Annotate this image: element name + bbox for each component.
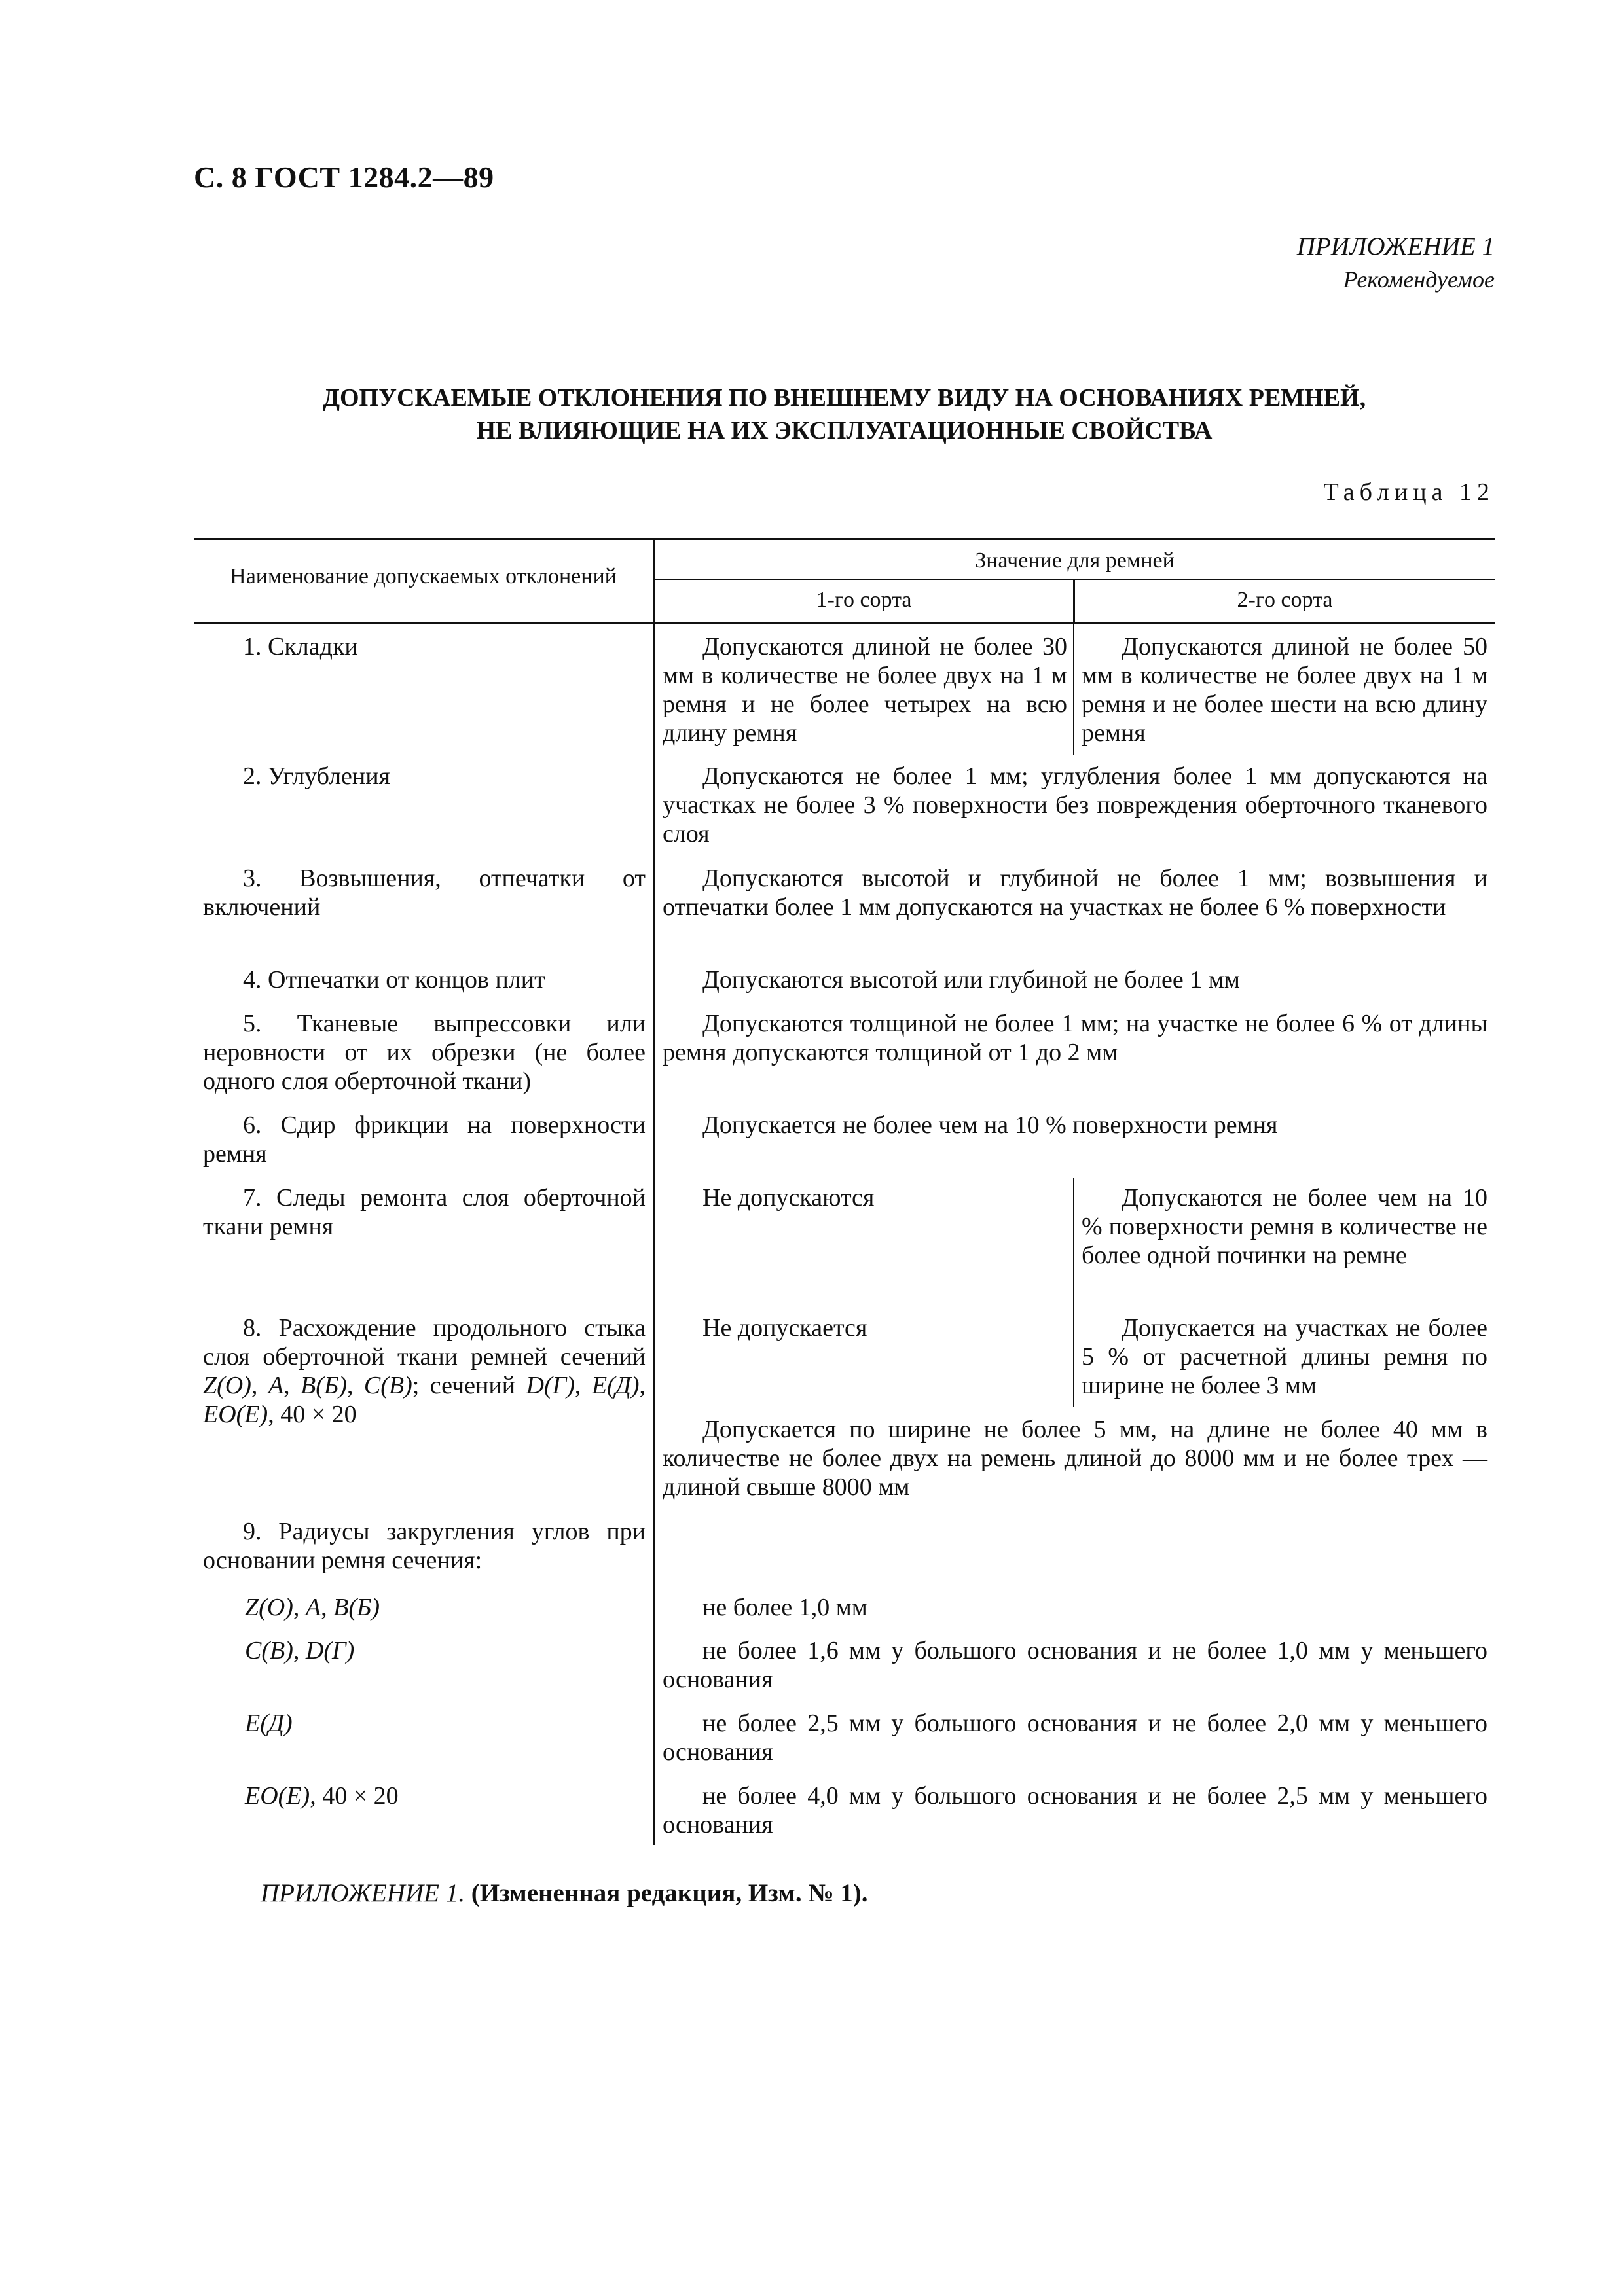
- row8-value2: Допускается по ширине не более 5 мм, на длине не более 40 мм в количестве не более двух на ремень длиной до 8000 мм и не более трех — длиной свыше 8000 мм: [663, 1416, 1487, 1501]
- row9-sub3-sections: [245, 1709, 646, 1738]
- header-bottom-rule: [194, 622, 1495, 624]
- column-divider-main: [653, 538, 655, 1845]
- row1-grade1: Допускаются длиной не более 30 мм в количестве не более двух на 1 м ремня и не более четырех на всю длину ремня: [663, 633, 1067, 747]
- row9-sub2-dg: D(Г): [305, 1637, 355, 1664]
- row3-value: Допускаются высотой и глубиной не более 1 мм; возвышения и отпечатки более 1 мм допускаются на участках не более 6 % поверхности: [663, 865, 1487, 921]
- row1-grade2: Допускаются длиной не более 50 мм в количестве не более двух на 1 м ремня и не более шести на всю длину ремня: [1082, 633, 1487, 747]
- row8-grade1: Не допускается: [702, 1314, 867, 1342]
- row4-value: Допускаются высотой или глубиной не более 1 мм: [702, 966, 1240, 994]
- row8-section-a: A: [268, 1372, 284, 1399]
- row9-sub1-value: не более 1,0 мм: [702, 1594, 867, 1621]
- row9-sub1-bb: B(Б): [333, 1594, 380, 1621]
- row9-sub3-value: не более 2,5 мм у большого основания и не более 2,0 мм у меньшего основания: [663, 1710, 1487, 1766]
- amendment-note: [261, 1878, 868, 1908]
- appendix-label: [1297, 230, 1495, 296]
- row5-name: 5. Тканевые выпрессовки или неровности от их обрезки (не более одного слоя оберточной ткани): [203, 1010, 646, 1095]
- row9-name: 9. Радиусы закругления углов при основании ремня сечения:: [203, 1518, 646, 1574]
- row6-value: Допускается не более чем на 10 % поверхности ремня: [702, 1111, 1278, 1139]
- row7-grade2: Допускаются не более чем на 10 % поверхности ремня в количестве не более одной починки на ремне: [1082, 1184, 1487, 1269]
- row8-section-eoe: EO(E): [203, 1401, 268, 1428]
- row8-section-cb: C(B): [363, 1372, 412, 1399]
- document-title: [194, 382, 1495, 447]
- row8-section-bb: B(Б): [301, 1372, 347, 1399]
- row9-sub2-value: не более 1,6 мм у большого основания и не более 1,0 мм у меньшего основания: [663, 1637, 1487, 1693]
- row3-name: 3. Возвышения, отпечатки от включений: [203, 865, 646, 921]
- row9-sub4-eoe: EO(E): [245, 1782, 310, 1810]
- row8-section-40x20: 40 × 20: [280, 1401, 357, 1428]
- appendix-number: ПРИЛОЖЕНИЕ 1: [1296, 232, 1495, 260]
- header-name: Наименование допускаемых отклонений: [230, 564, 617, 588]
- header-grade2: 2-го сорта: [1237, 588, 1333, 612]
- table-top-rule: [194, 538, 1495, 540]
- appendix-status: Рекомендуемое: [1343, 266, 1495, 293]
- row2-name: 2. Углубления: [243, 762, 391, 790]
- row8-name-mid: сечений: [429, 1372, 516, 1399]
- header-grade1: 1-го сорта: [816, 588, 912, 612]
- title-line-1: ДОПУСКАЕМЫЕ ОТКЛОНЕНИЯ ПО ВНЕШНЕМУ ВИДУ НА ОСНОВАНИЯХ РЕМНЕЙ,: [322, 384, 1366, 412]
- page-header: С. 8 ГОСТ 1284.2—89: [194, 160, 494, 194]
- table-caption: Таблица 12: [1323, 478, 1495, 506]
- row9-sub1-zo: Z(O): [245, 1594, 293, 1621]
- column-divider-row1: [1073, 624, 1074, 755]
- row7-grade1: Не допускаются: [702, 1184, 875, 1211]
- title-line-2: НЕ ВЛИЯЮЩИЕ НА ИХ ЭКСПЛУАТАЦИОННЫЕ СВОЙСТВА: [476, 417, 1213, 444]
- row6-name: 6. Сдир фрикции на поверхности ремня: [203, 1111, 646, 1168]
- amendment-label: ПРИЛОЖЕНИЕ 1.: [261, 1879, 465, 1907]
- row9-sub1-a: A: [305, 1594, 321, 1621]
- row8-name-intro: 8. Расхождение продольного стыка слоя оберточной ткани ремней сечений: [203, 1314, 646, 1371]
- column-divider-row8: [1073, 1309, 1074, 1407]
- row9-sub1-sections: Z(O), A, B(Б): [245, 1594, 380, 1621]
- row8-section-dg: D(Г): [526, 1372, 575, 1399]
- row8-section-ed: E(Д): [591, 1372, 640, 1399]
- column-divider-row7: [1073, 1178, 1074, 1309]
- row5-value: Допускаются толщиной не более 1 мм; на участке не более 6 % от длины ремня допускаются толщиной от 1 до 2 мм: [663, 1010, 1487, 1066]
- row8-grade2: Допускается на участках не более 5 % от расчетной длины ремня по ширине не более 3 мм: [1082, 1314, 1487, 1399]
- row9-sub4-sections: EO(E), 40 × 20: [245, 1782, 399, 1810]
- row1-name: 1. Складки: [243, 633, 358, 660]
- row8-name: 8. Расхождение продольного стыка слоя оберточной ткани ремней сечений Z(O), A, B(Б), C(B); сечений D(Г), E(Д), EO(E), 40 × 20: [203, 1314, 646, 1428]
- row9-sub3-ed: E(Д): [245, 1710, 293, 1737]
- amendment-text: (Измененная редакция, Изм. № 1).: [471, 1879, 868, 1907]
- row9-sub4-40x20: 40 × 20: [322, 1782, 399, 1810]
- row9-sub4-value: не более 4,0 мм у большого основания и не более 2,5 мм у меньшего основания: [663, 1782, 1487, 1839]
- row4-name: 4. Отпечатки от концов плит: [243, 966, 545, 994]
- row2-value: Допускаются не более 1 мм; углубления более 1 мм допускаются на участках не более 3 % поверхности без повреждения оберточного тканевого слоя: [663, 762, 1487, 848]
- row9-sub2-cb: C(B): [245, 1637, 293, 1664]
- row8-section-zo: Z(O): [203, 1372, 251, 1399]
- header-value: Значение для ремней: [975, 548, 1175, 573]
- row7-name: 7. Следы ремонта слоя оберточной ткани ремня: [203, 1184, 646, 1240]
- row9-sub2-sections: C(B), D(Г): [245, 1637, 355, 1664]
